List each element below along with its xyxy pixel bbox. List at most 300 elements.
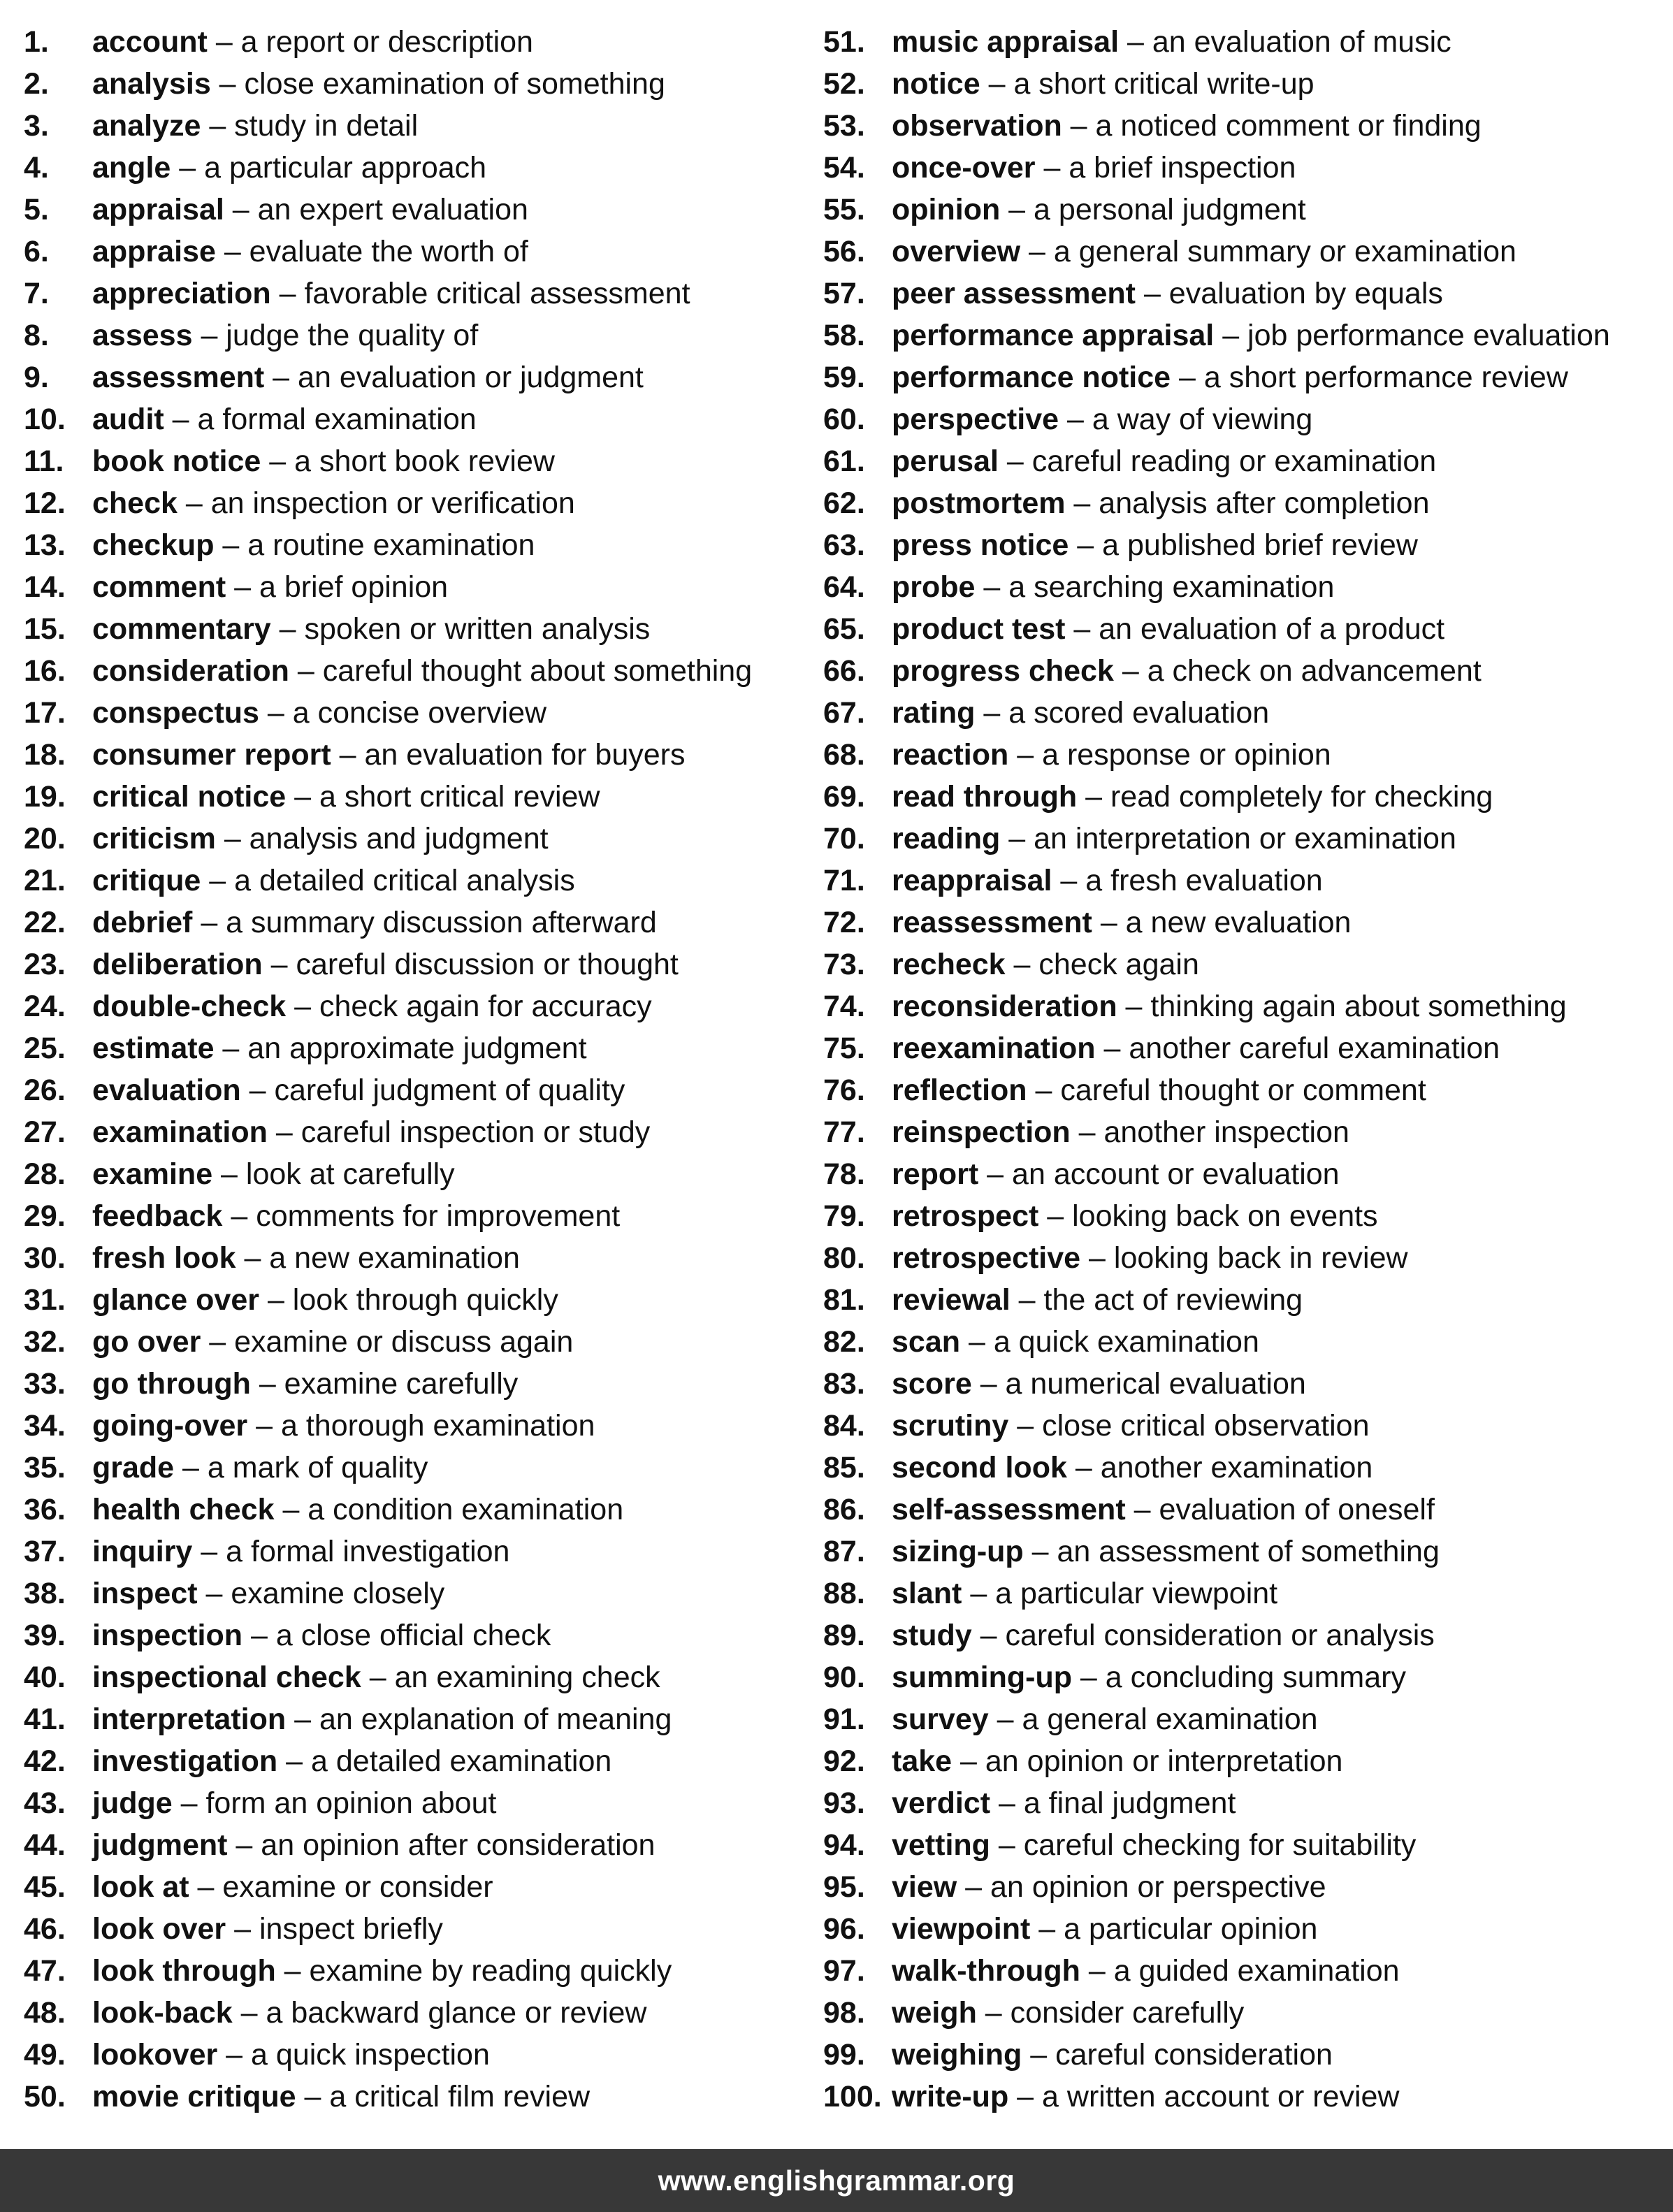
item-number: 5. [24,193,49,226]
item-definition: – look through quickly [259,1283,558,1317]
item-number: 61. [823,444,865,478]
item-term: lookover [92,2038,218,2072]
list-item [24,1656,799,1698]
item-definition: – a concluding summary [1071,1661,1406,1694]
item-number: 70. [823,822,865,855]
item-number: 84. [823,1409,865,1443]
item-term: look over [92,1912,226,1946]
item-definition: – a report or description [207,25,533,59]
item-number: 39. [24,1619,66,1652]
item-number: 50. [24,2080,66,2113]
item-term: estimate [92,1032,215,1065]
item-term: look-back [92,1996,233,2030]
item-term: performance notice [892,361,1171,394]
item-definition: – a quick examination [960,1325,1259,1359]
item-definition: – inspect briefly [226,1912,443,1946]
item-number: 13. [24,528,66,562]
item-number: 6. [24,235,49,268]
item-number: 20. [24,822,66,855]
item-definition: – form an opinion about [172,1786,497,1820]
list-item [24,1866,799,1908]
list-item [24,1237,799,1279]
item-definition: – a formal investigation [192,1535,510,1568]
list-item [24,315,799,356]
item-definition: – a short critical review [286,780,600,814]
item-definition: – careful thought about something [289,654,753,688]
item-definition: – the act of reviewing [1010,1283,1303,1317]
item-term: health check [92,1493,275,1526]
list-item [823,776,1662,818]
list-item [24,1363,799,1405]
item-definition: – a detailed examination [277,1744,612,1778]
list-item [823,1363,1662,1405]
item-number: 27. [24,1115,66,1149]
item-term: performance appraisal [892,319,1215,352]
item-term: reviewal [892,1283,1011,1317]
item-definition: – a short performance review [1171,361,1568,394]
list-item [823,1153,1662,1195]
list-item [823,231,1662,273]
item-definition: – examine by reading quickly [275,1954,672,1988]
item-number: 80. [823,1241,865,1275]
list-item [823,1405,1662,1447]
list-item [24,1489,799,1531]
item-term: press notice [892,528,1069,562]
list-item [24,2076,799,2118]
item-term: appraise [92,235,216,268]
item-definition: – a brief opinion [226,570,449,604]
list-item [24,1824,799,1866]
item-definition: – a final judgment [990,1786,1236,1820]
list-item [823,1195,1662,1237]
item-definition: – close critical observation [1008,1409,1370,1443]
item-number: 85. [823,1451,865,1484]
item-number: 90. [823,1661,865,1694]
list-item [823,1531,1662,1573]
item-number: 29. [24,1199,66,1233]
item-definition: – an evaluation of a product [1065,612,1445,646]
item-definition: – an evaluation or judgment [264,361,644,394]
item-number: 8. [24,319,49,352]
item-term: criticism [92,822,216,855]
list-item [24,1321,799,1363]
list-item [24,21,799,63]
item-term: take [892,1744,953,1778]
item-term: summing-up [892,1661,1072,1694]
list-item [823,2034,1662,2076]
item-term: self-assessment [892,1493,1126,1526]
item-term: reaction [892,738,1009,772]
item-definition: – a general summary or examination [1020,235,1516,268]
item-term: rating [892,696,976,730]
item-term: postmortem [892,486,1066,520]
item-number: 3. [24,109,49,143]
item-number: 97. [823,1954,865,1988]
item-term: probe [892,570,976,604]
item-definition: – careful judgment of quality [240,1074,625,1107]
item-term: look through [92,1954,276,1988]
list-item [823,189,1662,231]
item-definition: – a backward glance or review [232,1996,647,2030]
list-item [823,734,1662,776]
list-item [823,1489,1662,1531]
left-column [24,21,799,2118]
item-definition: – a short critical write-up [980,67,1314,101]
list-item [24,1614,799,1656]
item-definition: – another examination [1066,1451,1373,1484]
item-definition: – close examination of something [210,67,665,101]
list-item [823,1908,1662,1950]
list-item [24,231,799,273]
list-item [823,1656,1662,1698]
item-number: 100. [823,2080,882,2113]
item-number: 66. [823,654,865,688]
item-definition: – a close official check [242,1619,551,1652]
list-item [24,1069,799,1111]
item-definition: – job performance evaluation [1214,319,1610,352]
item-number: 4. [24,151,49,185]
list-item [823,1321,1662,1363]
item-number: 7. [24,277,49,310]
item-number: 44. [24,1828,66,1862]
item-definition: – evaluate the worth of [215,235,528,268]
item-term: opinion [892,193,1001,226]
item-definition: – examine or consider [189,1870,493,1904]
item-term: debrief [92,906,193,939]
item-number: 12. [24,486,66,520]
item-number: 74. [823,990,865,1023]
item-definition: – an opinion after consideration [227,1828,656,1862]
list-item [823,1782,1662,1824]
item-term: judge [92,1786,173,1820]
list-item [24,1992,799,2034]
item-term: fresh look [92,1241,236,1275]
item-definition: – careful checking for suitability [990,1828,1417,1862]
item-term: progress check [892,654,1114,688]
item-term: weighing [892,2038,1022,2072]
item-term: once-over [892,151,1036,185]
item-definition: – careful discussion or thought [262,948,679,981]
item-term: inspection [92,1619,243,1652]
list-item [24,1027,799,1069]
item-term: second look [892,1451,1067,1484]
list-item [823,902,1662,944]
item-term: inspect [92,1577,198,1610]
item-term: retrospective [892,1241,1081,1275]
item-definition: – a published brief review [1069,528,1418,562]
item-definition: – consider carefully [976,1996,1245,2030]
list-item [24,734,799,776]
item-definition: – an inspection or verification [177,486,575,520]
item-number: 95. [823,1870,865,1904]
list-item [823,524,1662,566]
item-definition: – careful inspection or study [267,1115,651,1149]
item-term: perusal [892,444,999,478]
item-term: examine [92,1157,213,1191]
list-item [823,147,1662,189]
item-term: viewpoint [892,1912,1031,1946]
item-number: 36. [24,1493,66,1526]
item-definition: – an explanation of meaning [286,1703,672,1736]
item-number: 57. [823,277,865,310]
item-number: 87. [823,1535,865,1568]
item-definition: – a brief inspection [1035,151,1296,185]
item-number: 43. [24,1786,66,1820]
item-definition: – looking back on events [1038,1199,1378,1233]
list-item [823,650,1662,692]
item-definition: – a noticed comment or finding [1062,109,1482,143]
item-number: 64. [823,570,865,604]
list-item [24,1153,799,1195]
item-term: scrutiny [892,1409,1009,1443]
item-number: 15. [24,612,66,646]
list-item [823,818,1662,860]
item-definition: – an approximate judgment [214,1032,587,1065]
item-number: 67. [823,696,865,730]
item-definition: – examine carefully [250,1367,519,1401]
item-definition: – a condition examination [274,1493,624,1526]
item-definition: – analysis after completion [1065,486,1430,520]
item-number: 10. [24,403,66,436]
item-number: 38. [24,1577,66,1610]
item-number: 21. [24,864,66,897]
list-item [24,189,799,231]
item-number: 78. [823,1157,865,1191]
item-term: write-up [892,2080,1009,2113]
list-item [24,1573,799,1614]
list-item [823,1614,1662,1656]
item-definition: – an opinion or perspective [957,1870,1326,1904]
item-number: 35. [24,1451,66,1484]
item-definition: – judge the quality of [192,319,479,352]
item-definition: – a particular opinion [1030,1912,1318,1946]
list-item [823,985,1662,1027]
list-item [823,860,1662,902]
item-number: 17. [24,696,66,730]
item-definition: – an examining check [361,1661,660,1694]
list-item [24,1111,799,1153]
item-number: 89. [823,1619,865,1652]
list-item [24,650,799,692]
item-term: interpretation [92,1703,287,1736]
item-number: 18. [24,738,66,772]
item-number: 30. [24,1241,66,1275]
list-item [24,1405,799,1447]
item-number: 33. [24,1367,66,1401]
item-number: 55. [823,193,865,226]
item-term: movie critique [92,2080,296,2113]
list-item [823,482,1662,524]
list-item [24,356,799,398]
item-number: 19. [24,780,66,814]
website-url: www.englishgrammar.org [658,2164,1015,2197]
list-item [823,1866,1662,1908]
list-item [823,1111,1662,1153]
list-item [24,818,799,860]
item-number: 11. [24,444,64,478]
item-definition: – a general examination [988,1703,1318,1736]
item-term: verdict [892,1786,991,1820]
list-item [823,356,1662,398]
list-item [24,1698,799,1740]
list-item [823,1447,1662,1489]
item-term: judgment [92,1828,228,1862]
item-definition: – a concise overview [259,696,547,730]
item-term: double-check [92,990,287,1023]
list-item [823,1027,1662,1069]
list-item [24,944,799,985]
item-term: commentary [92,612,271,646]
item-term: walk-through [892,1954,1080,1988]
item-definition: – a quick inspection [217,2038,490,2072]
item-term: account [92,25,208,59]
item-definition: – an interpretation or examination [1000,822,1456,855]
item-number: 52. [823,67,865,101]
item-number: 41. [24,1703,66,1736]
item-term: consumer report [92,738,331,772]
item-number: 93. [823,1786,865,1820]
item-term: deliberation [92,948,263,981]
item-term: assess [92,319,193,352]
list-item [823,21,1662,63]
item-number: 79. [823,1199,865,1233]
item-term: analysis [92,67,211,101]
item-term: consideration [92,654,289,688]
item-definition: – a short book review [261,444,555,478]
item-definition: – a routine examination [214,528,535,562]
item-definition: – an account or evaluation [978,1157,1340,1191]
item-number: 46. [24,1912,66,1946]
item-definition: – favorable critical assessment [270,277,690,310]
item-term: slant [892,1577,962,1610]
item-term: reflection [892,1074,1027,1107]
list-item [24,1447,799,1489]
list-item [24,482,799,524]
item-term: reinspection [892,1115,1071,1149]
list-item [823,105,1662,147]
item-definition: – a guided examination [1080,1954,1400,1988]
list-item [823,692,1662,734]
item-number: 86. [823,1493,865,1526]
item-definition: – an opinion or interpretation [952,1744,1343,1778]
item-definition: – another careful examination [1095,1032,1500,1065]
item-definition: – another inspection [1070,1115,1349,1149]
item-number: 9. [24,361,49,394]
item-term: read through [892,780,1078,814]
list-item [24,524,799,566]
item-number: 94. [823,1828,865,1862]
item-number: 58. [823,319,865,352]
item-number: 53. [823,109,865,143]
item-number: 92. [823,1744,865,1778]
list-item [24,692,799,734]
item-term: scan [892,1325,961,1359]
item-term: evaluation [92,1074,241,1107]
item-term: reexamination [892,1032,1096,1065]
item-definition: – a personal judgment [1000,193,1306,226]
list-item [24,1950,799,1992]
item-term: weigh [892,1996,977,2030]
item-number: 76. [823,1074,865,1107]
item-term: feedback [92,1199,223,1233]
list-item [823,1740,1662,1782]
item-term: critical notice [92,780,287,814]
item-number: 48. [24,1996,66,2030]
list-item [24,147,799,189]
item-number: 56. [823,235,865,268]
item-term: retrospect [892,1199,1039,1233]
list-item [24,2034,799,2076]
item-term: going-over [92,1409,248,1443]
list-item [24,776,799,818]
item-term: sizing-up [892,1535,1024,1568]
item-term: recheck [892,948,1006,981]
item-number: 83. [823,1367,865,1401]
item-term: grade [92,1451,175,1484]
item-term: audit [92,403,164,436]
list-item [24,1279,799,1321]
item-term: look at [92,1870,189,1904]
list-item [823,608,1662,650]
item-term: report [892,1157,979,1191]
item-number: 34. [24,1409,66,1443]
item-definition: – a thorough examination [247,1409,595,1443]
item-term: overview [892,235,1021,268]
list-item [24,398,799,440]
item-definition: – comments for improvement [222,1199,621,1233]
list-item [24,63,799,105]
item-term: comment [92,570,226,604]
item-number: 24. [24,990,66,1023]
item-number: 72. [823,906,865,939]
item-term: examination [92,1115,268,1149]
list-item [24,566,799,608]
item-number: 45. [24,1870,66,1904]
item-definition: – an assessment of something [1023,1535,1440,1568]
list-item [823,1069,1662,1111]
item-definition: – look at carefully [212,1157,455,1191]
item-term: angle [92,151,171,185]
item-term: analyze [92,109,201,143]
item-number: 42. [24,1744,66,1778]
item-number: 32. [24,1325,66,1359]
item-number: 98. [823,1996,865,2030]
item-number: 40. [24,1661,66,1694]
item-number: 62. [823,486,865,520]
item-number: 49. [24,2038,66,2072]
item-term: notice [892,67,980,101]
item-definition: – an evaluation for buyers [331,738,686,772]
list-item [24,1782,799,1824]
list-item [823,63,1662,105]
item-term: survey [892,1703,989,1736]
list-item [823,1824,1662,1866]
item-definition: – a mark of quality [174,1451,428,1484]
item-definition: – a fresh evaluation [1052,864,1323,897]
item-number: 28. [24,1157,66,1191]
item-term: reconsideration [892,990,1117,1023]
item-term: reading [892,822,1001,855]
item-definition: – analysis and judgment [215,822,549,855]
item-number: 14. [24,570,66,604]
item-number: 26. [24,1074,66,1107]
item-definition: – read completely for checking [1077,780,1493,814]
item-term: appraisal [92,193,224,226]
item-number: 65. [823,612,865,646]
list-item [823,1950,1662,1992]
item-definition: – looking back in review [1080,1241,1408,1275]
item-number: 51. [823,25,865,59]
